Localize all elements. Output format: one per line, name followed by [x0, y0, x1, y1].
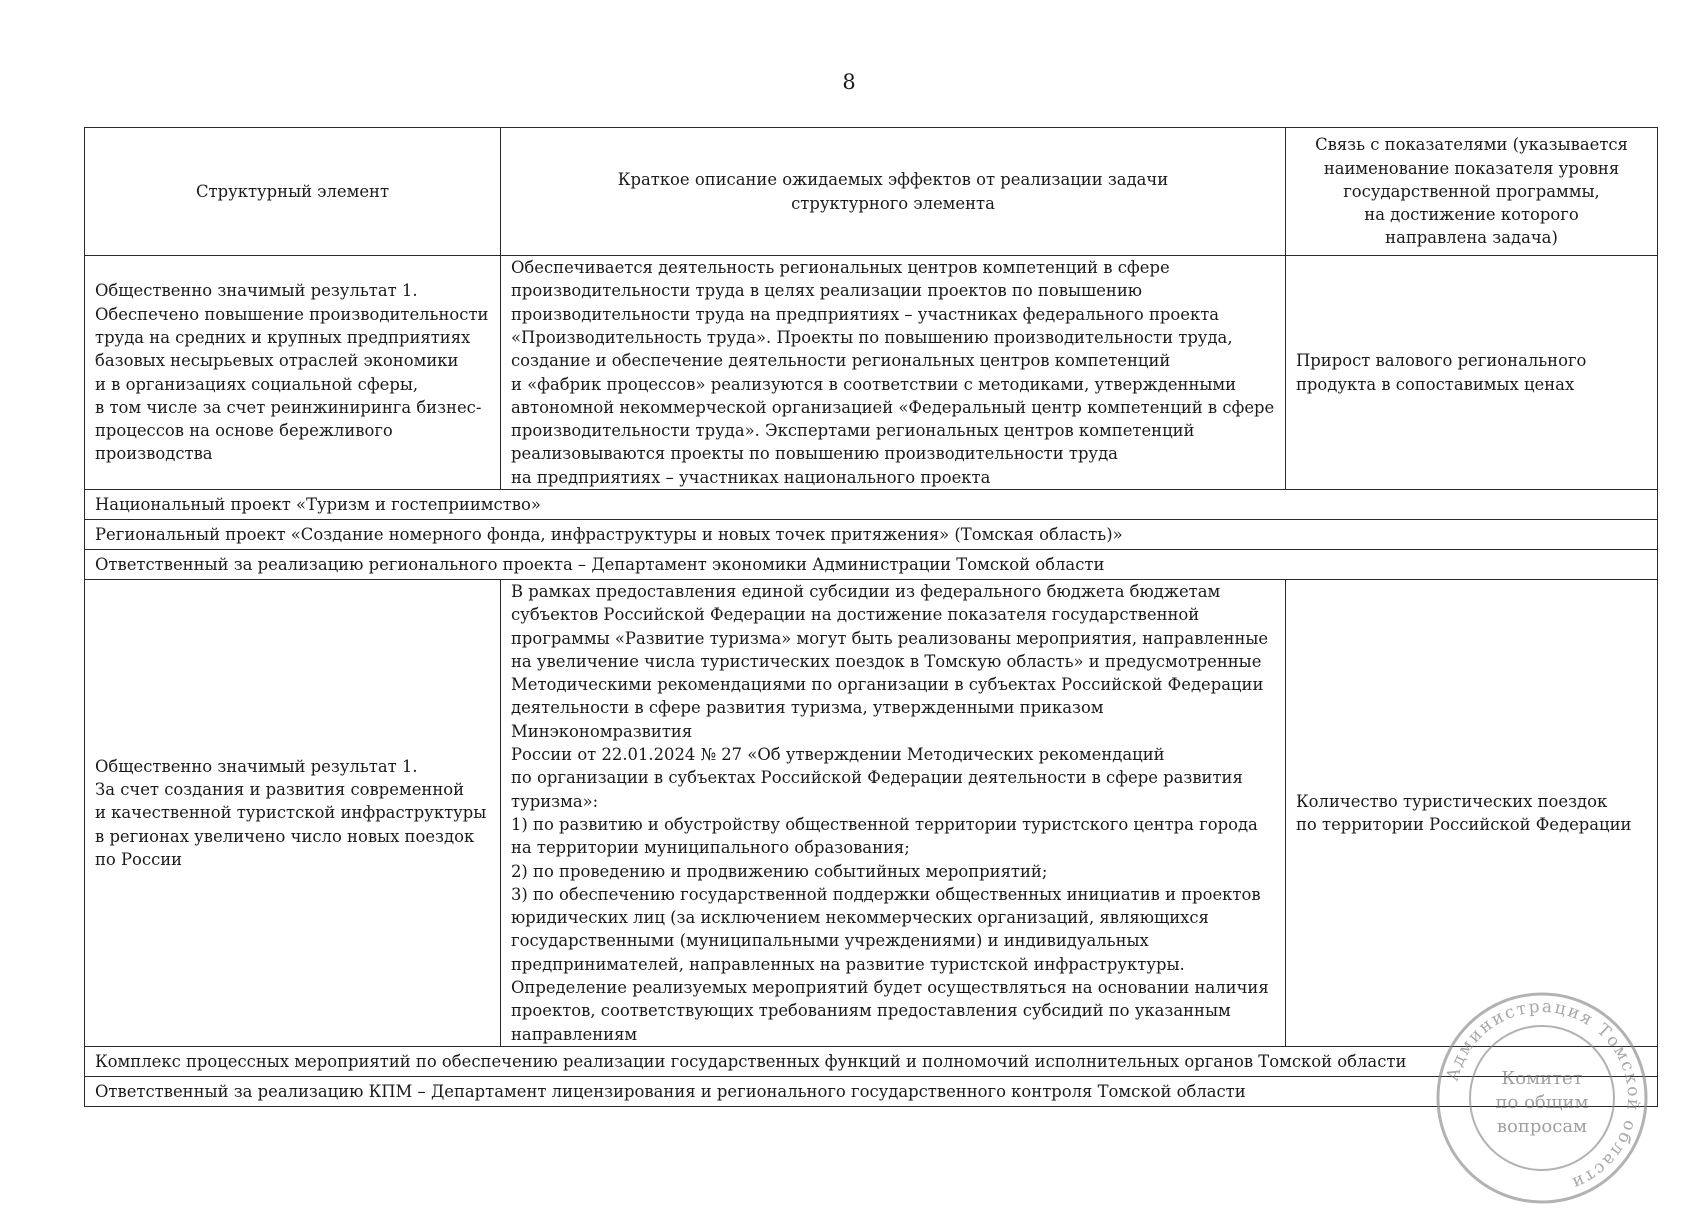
header-effects-description: Краткое описание ожидаемых эффектов от реализации задачи структурного элемента — [501, 128, 1286, 256]
row1-element: Общественно значимый результат 1. Обеспечено повышение производительности труда на средних и крупных предприятиях базовых несырьевых отраслей экономики и в организациях социальной сферы, в том числе за счет реинжиниринга бизнес- процессов на основе бережливого производства — [85, 256, 501, 490]
svg-text:по общим: по общим — [1495, 1092, 1589, 1113]
table-row — [85, 1046, 1658, 1076]
table-row — [85, 490, 1658, 520]
responsible-kpm-row: Ответственный за реализацию КПМ – Департамент лицензирования и регионального государственного контроля Томской области — [85, 1076, 1658, 1106]
row1-description: Обеспечивается деятельность региональных центров компетенций в сфере производительности труда в целях реализации проектов по повышению производительности труда на предприятиях – участниках федерального проекта «Производительность труда». Проекты по повышению производительности труда, создание и обеспечение деятельности региональных центров компетенций и «фабрик процессов» реализуются в соответствии с методиками, утвержденными автономной некоммерческой организацией «Федеральный центр компетенций в сфере производительности труда». Экспертами региональных центров компетенций реализовываются проекты по повышению производительности труда на предприятиях – участниках национального проекта — [501, 256, 1286, 490]
table-header-row — [85, 128, 1658, 256]
row1-indicator: Прирост валового регионального продукта в сопоставимых ценах — [1286, 256, 1658, 490]
table-row — [85, 1076, 1658, 1106]
header-structural-element: Структурный элемент — [85, 128, 501, 256]
kpm-row: Комплекс процессных мероприятий по обеспечению реализации государственных функций и полномочий исполнительных органов Томской области — [85, 1046, 1658, 1076]
row2-description: В рамках предоставления единой субсидии из федерального бюджета бюджетам субъектов Российской Федерации на достижение показателя государственной программы «Развитие туризма» могут быть реализованы мероприятия, направленные на увеличение числа туристических поездок в Томскую область» и предусмотренные Методическими рекомендациями по организации в субъектах Российской Федерации деятельности в сфере развития туризма, утвержденными приказом Минэкономразвития России от 22.01.2024 № 27 «Об утверждении Методических рекомендаций по организации в субъектах Российской Федерации деятельности в сфере развития туризма»: 1) по развитию и обустройству общественной территории туристского центра города на территории муниципального образования; 2) по проведению и продвижению событийных мероприятий; 3) по обеспечению государственной поддержки общественных инициатив и проектов юридических лиц (за исключением некоммерческих организаций, являющихся государственными (муниципальными учреждениями) и индивидуальных предпринимателей, направленных на развитие туристской инфраструктуры. Определение реализуемых мероприятий будет осуществляться на основании наличия проектов, соответствующих требованиям предоставления субсидий по указанным направлениям — [501, 580, 1286, 1047]
page-number: 8 — [842, 70, 856, 94]
official-seal-stamp — [1432, 988, 1652, 1208]
row2-indicator: Количество туристических поездок по территории Российской Федерации — [1286, 580, 1658, 1047]
national-project-row: Национальный проект «Туризм и гостеприимство» — [85, 490, 1658, 520]
table-row — [85, 256, 1658, 490]
regional-project-row: Региональный проект «Создание номерного фонда, инфраструктуры и новых точек притяжения» (Томская область)» — [85, 520, 1658, 550]
svg-text:вопросам: вопросам — [1496, 1116, 1588, 1137]
svg-text:Комитет: Комитет — [1501, 1068, 1583, 1089]
program-table — [84, 127, 1658, 1107]
row2-element: Общественно значимый результат 1. За счет создания и развития современной и качественной туристской инфраструктуры в регионах увеличено число новых поездок по России — [85, 580, 501, 1047]
table-row — [85, 550, 1658, 580]
table-row — [85, 520, 1658, 550]
header-indicator-link: Связь с показателями (указывается наименование показателя уровня государственной программы, на достижение которого направлена задача) — [1286, 128, 1658, 256]
table-row — [85, 580, 1658, 1047]
responsible-regional-row: Ответственный за реализацию регионального проекта – Департамент экономики Администрации Томской области — [85, 550, 1658, 580]
svg-text:Администрация Томской области: Администрация Томской области — [1442, 996, 1644, 1194]
